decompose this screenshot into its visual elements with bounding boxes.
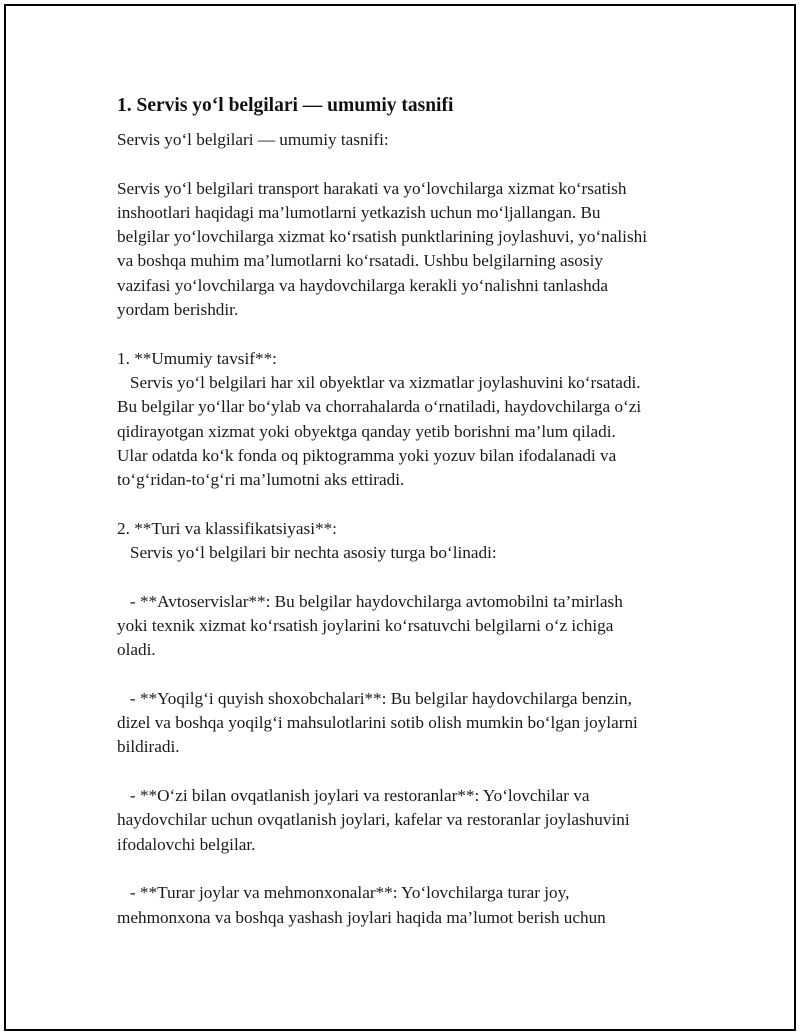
text-line: oladi.: [117, 640, 156, 660]
body-text: [117, 128, 707, 930]
text-line: haydovchilar uchun ovqatlanish joylari, kafelar va restoranlar joylashuvini: [117, 810, 630, 830]
text-line: Servis yo‘l belgilari transport harakati va yo‘lovchilarga xizmat ko‘rsatish: [117, 178, 627, 198]
section-heading: 1. Servis yo‘l belgilari — umumiy tasnifi: [117, 95, 454, 116]
text-line: [117, 760, 707, 784]
text-line: dizel va boshqa yoqilg‘i mahsulotlarini sotib olish mumkin bo‘lgan joylarni: [117, 713, 638, 733]
text-line: - **O‘zi bilan ovqatlanish joylari va restoranlar**: Yo‘lovchilar va: [117, 786, 590, 806]
text-line: yordam berishdir.: [117, 300, 239, 320]
text-line: to‘g‘ridan-to‘g‘ri ma’lumotni aks ettiradi.: [117, 470, 405, 490]
text-line: vazifasi yo‘lovchilarga va haydovchilarga kerakli yo‘nalishni tanlashda: [117, 275, 608, 295]
document-body: [117, 92, 707, 930]
text-line: - **Avtoservislar**: Bu belgilar haydovchilarga avtomobilni ta’mirlash: [117, 591, 623, 611]
text-line: [117, 663, 707, 687]
text-line: 1. **Umumiy tavsif**:: [117, 348, 277, 368]
text-line: ifodalovchi belgilar.: [117, 834, 256, 854]
text-line: belgilar yo‘lovchilarga xizmat ko‘rsatish punktlarining joylashuvi, yo‘nalishi: [117, 227, 648, 247]
text-line: Servis yo‘l belgilari har xil obyektlar va xizmatlar joylashuvini ko‘rsatadi.: [117, 372, 641, 392]
text-line: yoki texnik xizmat ko‘rsatish joylarini ko‘rsatuvchi belgilarni o‘z ichiga: [117, 615, 614, 635]
text-line: 2. **Turi va klassifikatsiyasi**:: [117, 518, 337, 538]
text-line: Ular odatda ko‘k fonda oq piktogramma yoki yozuv bilan ifodalanadi va: [117, 445, 617, 465]
text-line: Bu belgilar yo‘llar bo‘ylab va chorrahalarda o‘rnatiladi, haydovchilarga o‘zi: [117, 397, 642, 417]
text-line: mehmonxona va boshqa yashash joylari haqida ma’lumot berish uchun: [117, 907, 606, 927]
text-line: [117, 857, 707, 881]
text-line: [117, 322, 707, 346]
text-line: - **Yoqilg‘i quyish shoxobchalari**: Bu belgilar haydovchilarga benzin,: [117, 688, 632, 708]
text-line: Servis yo‘l belgilari — umumiy tasnifi:: [117, 130, 389, 149]
text-line: bildiradi.: [117, 737, 180, 757]
text-line: inshootlari haqidagi ma’lumotlarni yetkazish uchun mo‘ljallangan. Bu: [117, 202, 601, 222]
text-line: [117, 152, 707, 176]
text-line: Servis yo‘l belgilari bir nechta asosiy turga bo‘linadi:: [117, 543, 497, 563]
text-line: [117, 565, 707, 589]
text-line: - **Turar joylar va mehmonxonalar**: Yo‘lovchilarga turar joy,: [117, 883, 570, 903]
text-line: [117, 492, 707, 516]
text-line: qidirayotgan xizmat yoki obyektga qanday yetib borishni ma’lum qiladi.: [117, 421, 616, 441]
text-line: va boshqa muhim ma’lumotlarni ko‘rsatadi. Ushbu belgilarning asosiy: [117, 251, 603, 271]
